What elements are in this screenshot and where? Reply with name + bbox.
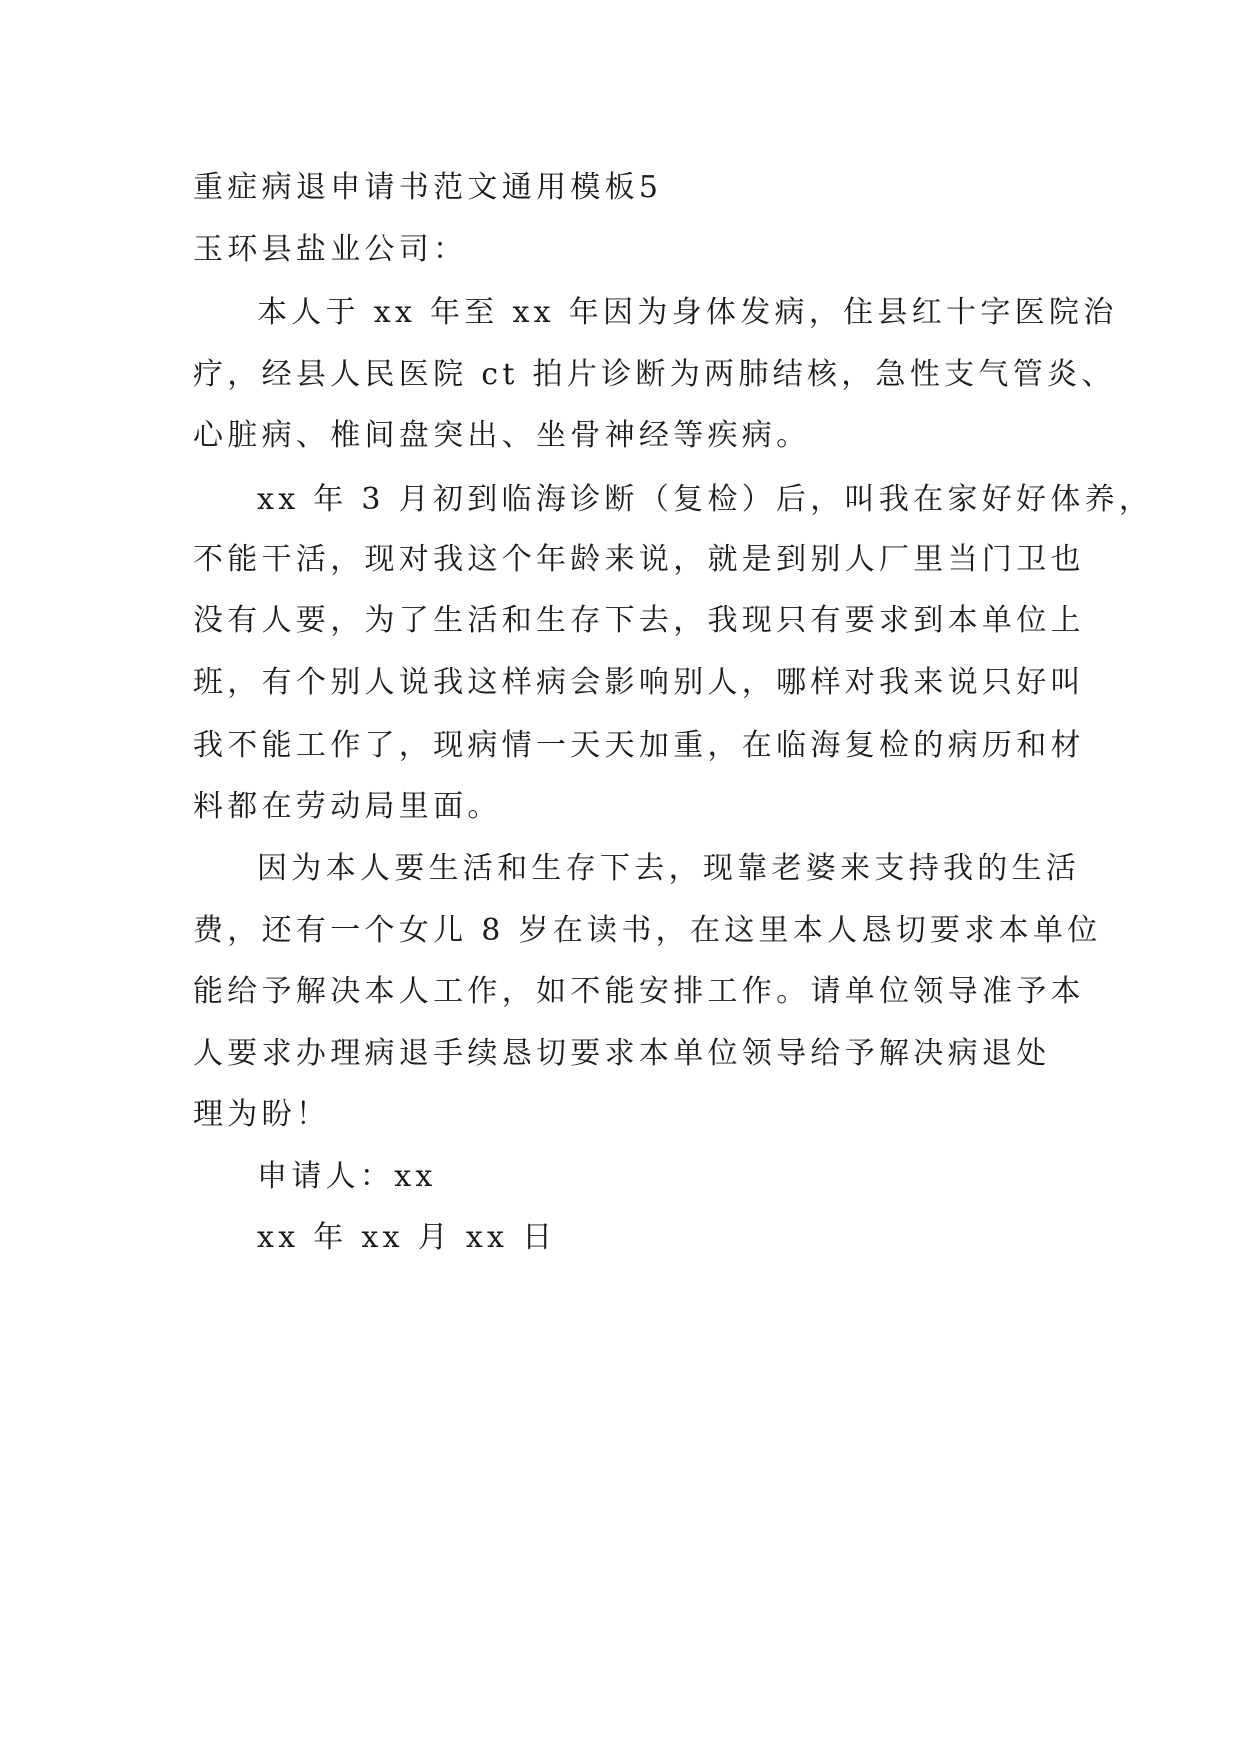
paragraph-line: 理为盼！ <box>193 1097 331 1132</box>
paragraph-line: 没有人要，为了生活和生存下去，我现只有要求到本单位上 <box>193 603 1085 638</box>
paragraph-line: 费，还有一个女儿 8 岁在读书，在这里本人恳切要求本单位 <box>193 913 1102 948</box>
paragraph-line: 因为本人要生活和生存下去，现靠老婆来支持我的生活 <box>257 851 1081 886</box>
paragraph-line: 我不能工作了，现病情一天天加重，在临海复检的病历和材 <box>193 728 1085 763</box>
paragraph-line: 能给予解决本人工作，如不能安排工作。请单位领导准予本 <box>193 974 1085 1009</box>
applicant-signature: 申请人：xx <box>257 1159 437 1194</box>
paragraph-line: 班，有个别人说我这样病会影响别人，哪样对我来说只好叫 <box>193 665 1085 700</box>
paragraph-line: 心脏病、椎间盘突出、坐骨神经等疾病。 <box>193 418 811 453</box>
paragraph-line: 疗，经县人民医院 ct 拍片诊断为两肺结核，急性支气管炎、 <box>193 357 1116 392</box>
paragraph-line: 人要求办理病退手续恳切要求本单位领导给予解决病退处 <box>193 1036 1051 1071</box>
paragraph-line: 本人于 xx 年至 xx 年因为身体发病，住县红十字医院治 <box>257 295 1118 330</box>
salutation: 玉环县盐业公司： <box>193 232 468 267</box>
document-title: 重症病退申请书范文通用模板5 <box>193 170 663 205</box>
paragraph-line: 料都在劳动局里面。 <box>193 789 502 824</box>
paragraph-line: xx 年 3 月初到临海诊断（复检）后，叫我在家好好体养， <box>257 482 1154 517</box>
date-line: xx 年 xx 月 xx 日 <box>257 1220 557 1255</box>
paragraph-line: 不能干活，现对我这个年龄来说，就是到别人厂里当门卫也 <box>193 542 1085 577</box>
